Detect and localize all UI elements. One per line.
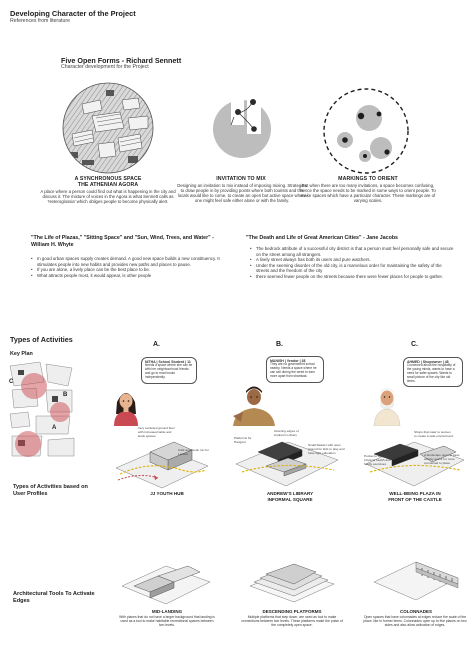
jacobs-bullet: • there seemed fewer people on the streets because there were fewer places for people to gather. <box>250 274 456 280</box>
column-a-note-1: Very secluded ground floor with increased table and kiosk spaces <box>138 426 175 438</box>
column-a-profile-text: Needs a space where she can be with her neighbourhood friends and go to read books independently. <box>145 363 193 380</box>
colonnades-diagram <box>368 552 464 608</box>
jacobs-bullet: • Under the seeming disorder of the old city, is a marvelous order for maintaining the safety of the streets and the freedom of the city <box>250 263 456 274</box>
column-c-site-title-line2: FRONT OF THE CASTLE <box>388 497 442 502</box>
column-a-profile-bubble <box>141 357 197 384</box>
column-b-profile-text: They are no government school nearby. Needs a space where he can sell during the week to earn more apart from shamiaal. <box>270 362 317 379</box>
mid-landing-diagram <box>118 560 214 608</box>
key-letter-b: B <box>63 392 68 398</box>
jacobs-quote-title: "The Death and Life of Great American Cities" - Jane Jacobs <box>246 235 399 241</box>
form-3-title: MARKINGS TO ORIENT <box>338 176 398 182</box>
column-c-letter: C. <box>411 341 418 348</box>
activities-title: Types of Activities <box>10 335 73 344</box>
column-b-site-title-line1: ANDREW'S LIBRARY <box>266 491 314 496</box>
column-a-tool-body: With places that do not have a larger background that landing is used as a tool to make habitable recreational spaces between two levels. <box>119 615 215 628</box>
jj-youth-hub-axonometric <box>110 430 214 490</box>
open-forms-title: Five Open Forms - Richard Sennett <box>61 56 182 65</box>
column-c-profile-name: AHMED | Shopowner | 48 <box>407 359 449 364</box>
column-b-tool-body: Multiple platforms that step down, are used as tool to make connections between two levels. These platforms make the pulse of the completely open space. <box>241 615 343 628</box>
column-b-site-title-line2: INFORMAL SQUARE <box>267 497 313 502</box>
shopowner-avatar <box>369 384 405 426</box>
whyte-bullet: • If you are alone, a lively place can be the best place to be. <box>31 267 221 273</box>
column-c-note-3: A landscape open to pass activity and & for more connected to place <box>424 453 460 465</box>
column-c-profile-text: Concerned about the hospitality of the young minds, wants to have a need for safer spaces. Wants to small picture of the city like old times. <box>407 363 456 384</box>
key-letter-a: A <box>52 425 57 431</box>
column-a-tool-title: MID-LANDING <box>151 609 183 614</box>
column-c-site-title-line1: WELL-BEING PLAZA IN <box>389 491 441 496</box>
key-letter-c: C <box>9 379 14 385</box>
form-2-body: Designing an invitation to mix instead of imposing mixing. Strategies to draw people in by providing points where both tourists and the locals would like to come, to create an open but active space where one might feel safe either alone or with the family. <box>177 182 307 204</box>
student-avatar <box>108 384 144 426</box>
column-c-tool-title: COLONNADES <box>399 609 432 614</box>
column-c-note-2: Pocket to stay for physical health and family exercises <box>364 454 391 466</box>
column-b-note-3: Small Reader with open ground for kids to play and have light education <box>308 443 345 455</box>
whyte-bullet: • What attracts people most, it would appear, is other people <box>31 273 221 279</box>
column-a-site-title: JJ YOUTH HUB <box>150 491 184 496</box>
tools-label: Architectural Tools To Activate Edges <box>13 591 95 604</box>
column-b-note-2: Outering edges of Andrew's Library <box>274 429 299 437</box>
column-b-profile-bubble <box>266 356 324 383</box>
whyte-quote-title: "The Life of Plazas," "Sitting Space" and "Sun, Wind, Trees, and Water" - William H. Whyte <box>31 235 214 248</box>
column-a-note-2: Café and Kiosk run for Leisure <box>178 448 209 456</box>
column-b-profile-name: MANISH | Vendor | 38 <box>270 358 306 363</box>
column-a-letter: A. <box>153 341 160 348</box>
column-b-tool-title: DESCENDING PLATFORMS <box>262 609 322 614</box>
key-plan-label: Key Plan <box>10 351 33 357</box>
column-a-profile-name: NITHA | School Student | 11 <box>145 359 191 364</box>
profiles-label: Types of Activities based on User Profiles <box>13 484 88 497</box>
jacobs-bullet: • The bedrock attribute of a successful city district is that a person must feel personally safe and secure on the street among all strangers. <box>250 246 456 257</box>
jacobs-bullet: • A lively street always has both its users and pure watchers. <box>250 257 456 263</box>
agora-illustration <box>62 82 154 174</box>
column-b-letter: B. <box>276 341 283 348</box>
page-title: Developing Character of the Project <box>10 9 136 18</box>
column-b-note-1: Platforms for Hangout <box>234 436 252 444</box>
form-3-body: But when there are too many invitations, a space becomes confusing, hence the space needs to be marked in some ways to orient people. To make spaces which have a particular character. These markings are of varying scales. <box>300 182 436 204</box>
descending-platforms-diagram <box>244 556 340 608</box>
whyte-bullet: • In good urban spaces supply creates demand. A good new space builds a new constituency. It stimulates people into new habits and provides new paths and places to pause. <box>31 256 221 267</box>
form-2-title: INVITATION TO MIX <box>216 176 266 182</box>
invitation-to-mix-diagram <box>208 84 276 174</box>
column-c-note-1: Shops that cater to women to create a safe environment <box>414 430 454 438</box>
markings-to-orient-diagram <box>321 86 411 176</box>
page-subtitle: References from literature <box>10 17 70 24</box>
open-forms-subtitle: Character development for the Project <box>61 64 149 70</box>
whyte-quote-bullets <box>31 256 221 278</box>
column-c-tool-body: Open spaces that have colonnades at edges reduce the scale of the place, like in former times. Colonnades open up to five places on two sides and also allow activation of edges. <box>363 615 467 628</box>
key-plan-map <box>6 360 78 460</box>
form-1-title-line2: THE ATHENIAN AGORA <box>77 182 139 188</box>
jacobs-quote-bullets <box>250 246 456 280</box>
column-c-profile-bubble <box>403 357 463 387</box>
form-1-title-line1: A SYNCHRONOUS SPACE <box>74 176 142 182</box>
form-1-body: A place where a person could find out what is happening in the city and discuss it. The mixture of voices in the Agora is what Sennett calls as 'Heteroglossia' which obliges people to become physically alert. <box>40 188 176 205</box>
